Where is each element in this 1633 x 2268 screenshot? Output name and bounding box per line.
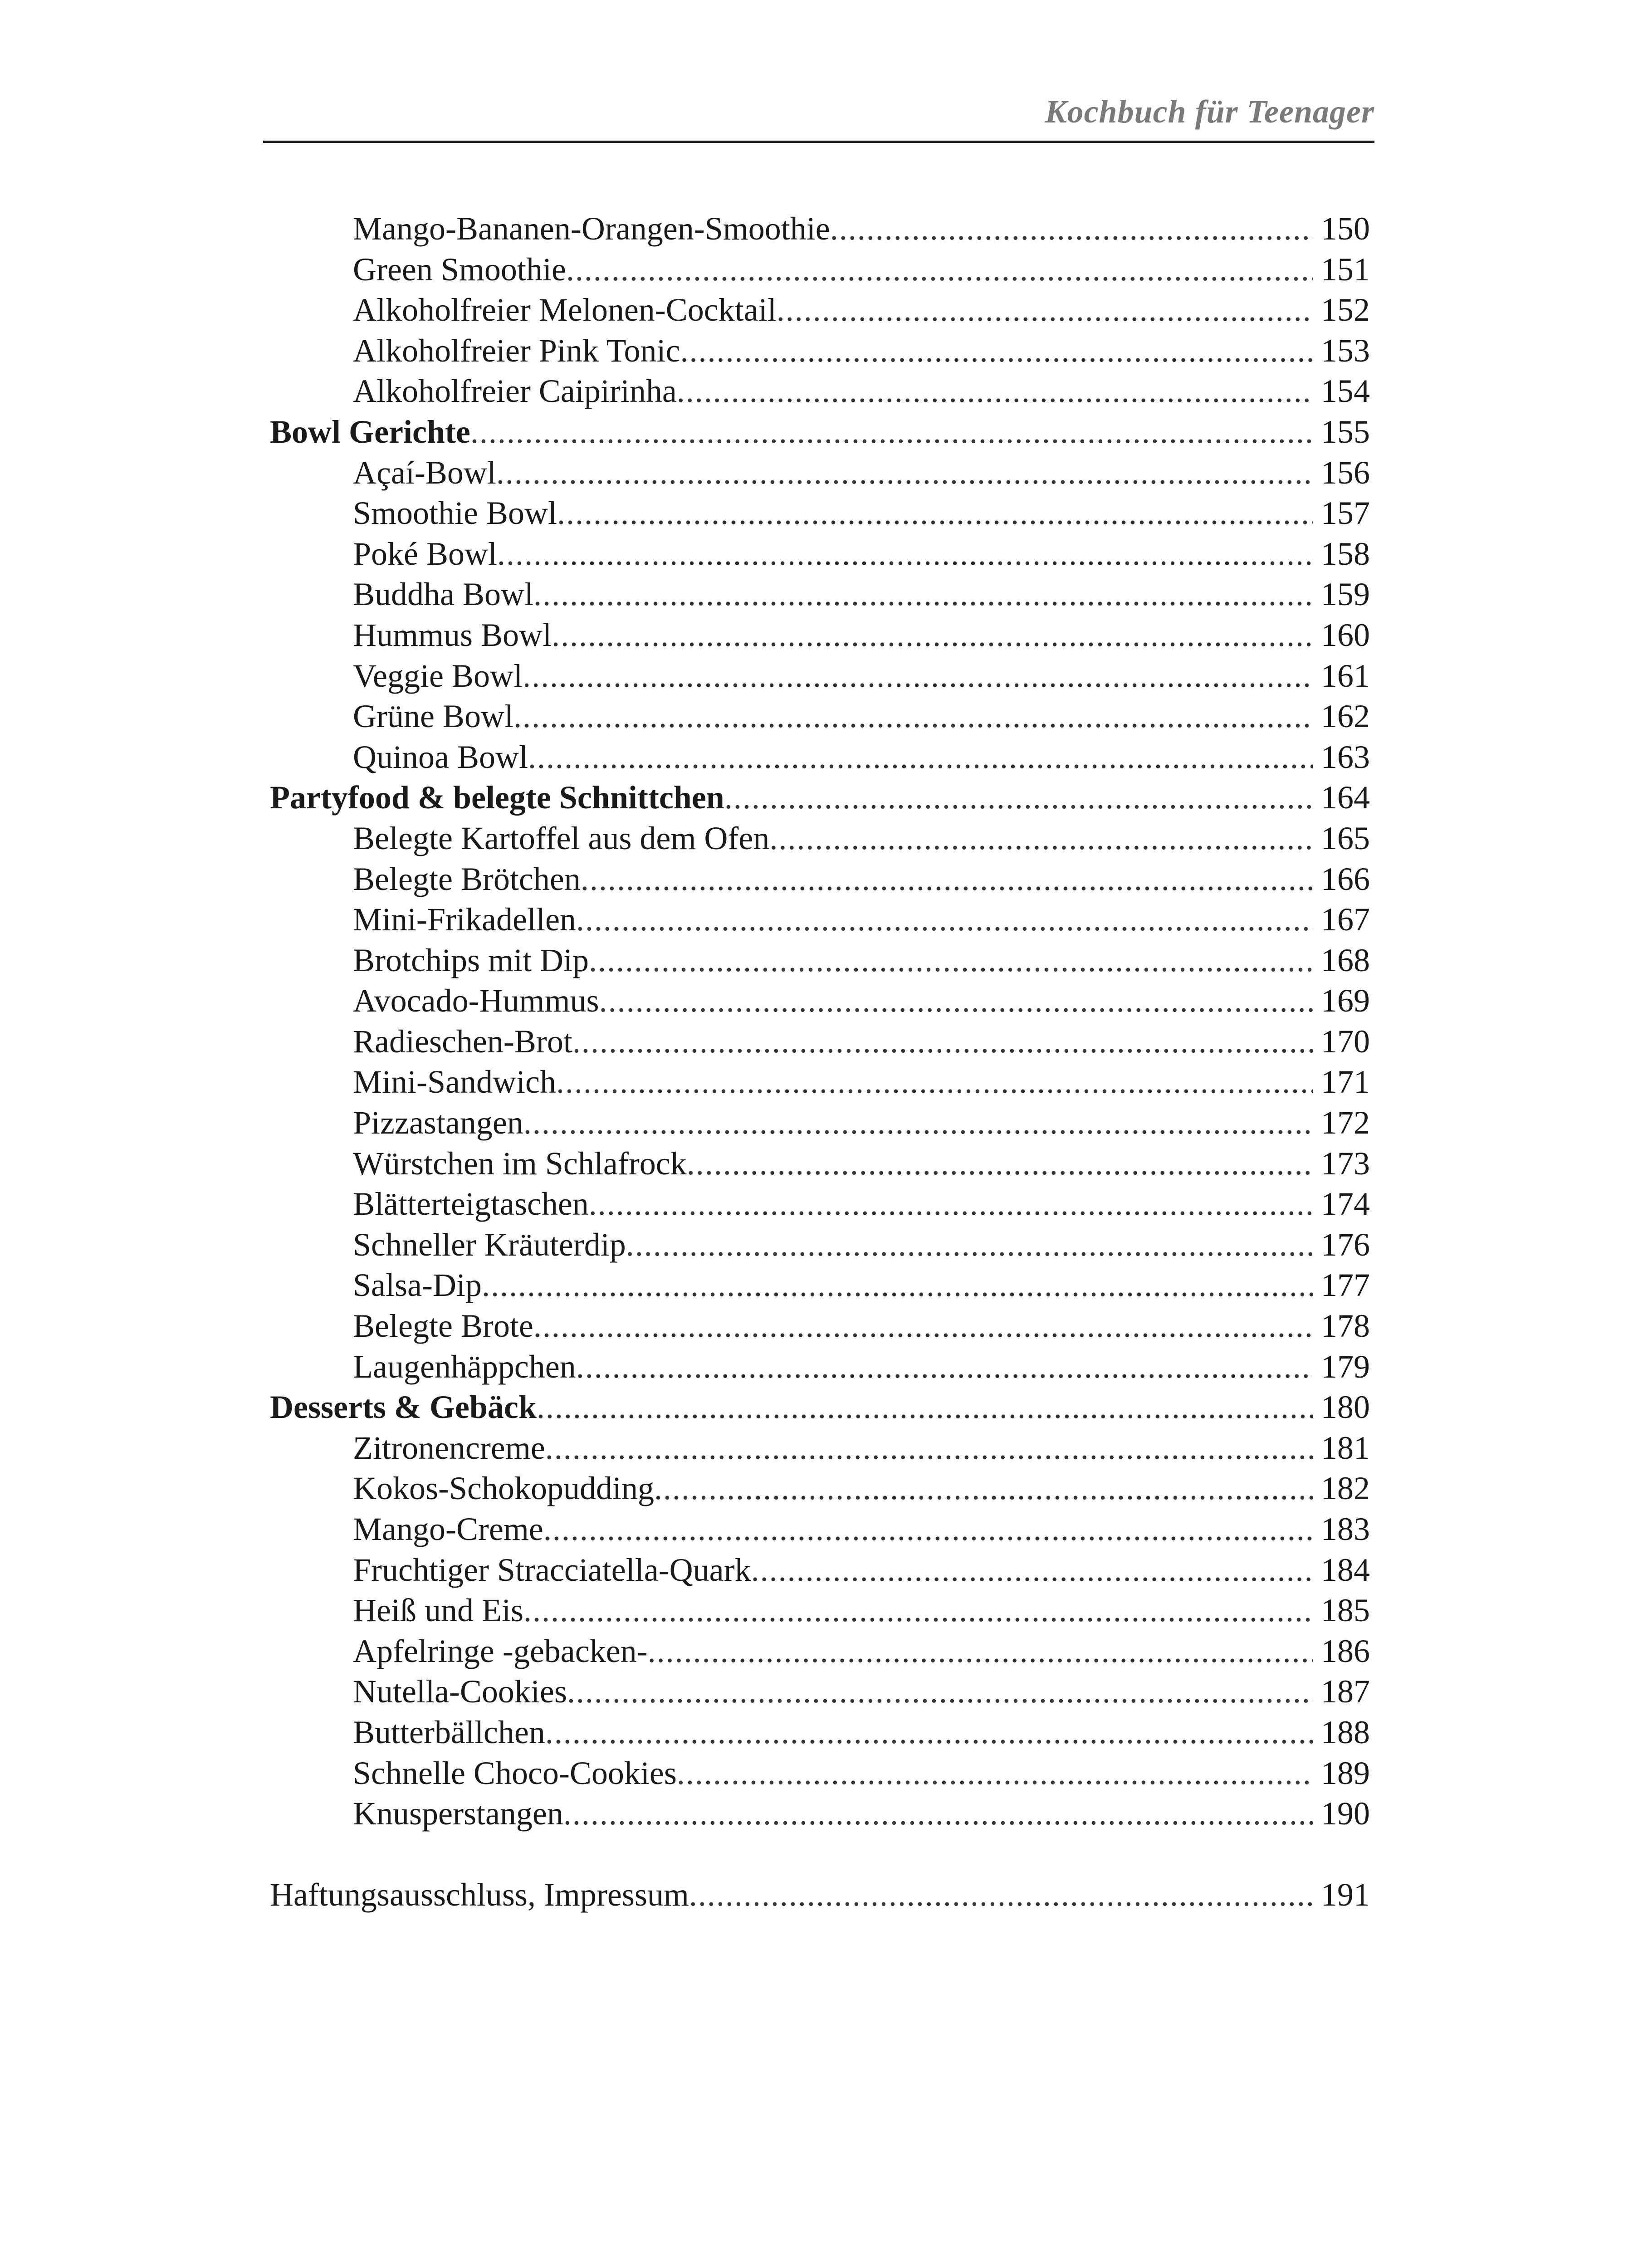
- toc-entry-title: Hummus Bowl: [353, 616, 552, 653]
- toc-entry-page-number: 174: [1321, 1186, 1370, 1222]
- toc-dot-leader: [496, 453, 1313, 494]
- toc-dot-leader: [680, 331, 1313, 371]
- toc-entry: [270, 1875, 1370, 1916]
- toc-entry-page-number: 150: [1321, 210, 1370, 247]
- toc-entry-title: Smoothie Bowl: [353, 495, 557, 532]
- toc-entry-page-number: 168: [1321, 942, 1370, 978]
- toc-dot-leader: [689, 1875, 1313, 1916]
- toc-entry-title: Alkoholfreier Caipirinha: [353, 373, 677, 410]
- toc-entry-page-number: 185: [1321, 1592, 1370, 1629]
- toc-entry-page-number: 167: [1321, 901, 1370, 938]
- toc-entry-title: Mango-Bananen-Orangen-Smoothie: [353, 210, 830, 247]
- toc-entry: [270, 574, 1370, 615]
- toc-entry-title: Radieschen-Brot: [353, 1023, 572, 1060]
- toc-entry: [270, 1590, 1370, 1631]
- toc-entry-page-number: 190: [1321, 1795, 1370, 1832]
- toc-entry-title: Bowl Gerichte: [270, 413, 470, 450]
- toc-entry-page-number: 155: [1321, 413, 1370, 450]
- toc-entry: [270, 1631, 1370, 1672]
- toc-entry: [270, 249, 1370, 290]
- toc-dot-leader: [654, 1468, 1313, 1509]
- toc-dot-leader: [576, 899, 1313, 940]
- toc-entry: [270, 1103, 1370, 1144]
- toc-entry-title: Alkoholfreier Pink Tonic: [353, 332, 680, 369]
- toc-entry-title: Belegte Brötchen: [353, 860, 581, 897]
- toc-entry: [270, 1794, 1370, 1834]
- toc-entry-page-number: 182: [1321, 1470, 1370, 1507]
- toc-entry-title: Mango-Creme: [353, 1511, 543, 1547]
- toc-dot-leader: [523, 1590, 1313, 1631]
- toc-entry-title: Brotchips mit Dip: [353, 942, 589, 978]
- toc-dot-leader: [557, 493, 1313, 534]
- toc-entry-title: Salsa-Dip: [353, 1267, 482, 1304]
- toc-entry-page-number: 156: [1321, 454, 1370, 491]
- toc-entry: [270, 1468, 1370, 1509]
- toc-entry-title: Alkoholfreier Melonen-Cocktail: [353, 292, 777, 328]
- toc-entry: [270, 1062, 1370, 1103]
- toc-entry-title: Açaí-Bowl: [353, 454, 496, 491]
- toc-entry-page-number: 187: [1321, 1673, 1370, 1710]
- toc-entry-page-number: 180: [1321, 1389, 1370, 1426]
- toc-entry-title: Schnelle Choco-Cookies: [353, 1755, 677, 1791]
- toc-entry: [270, 371, 1370, 412]
- toc-dot-leader: [589, 1184, 1313, 1225]
- toc-dot-leader: [626, 1225, 1313, 1266]
- toc-dot-leader: [470, 412, 1313, 453]
- toc-entry-title: Laugenhäppchen: [353, 1348, 576, 1385]
- toc-entry-title: Avocado-Hummus: [353, 982, 599, 1019]
- toc-entry-page-number: 191: [1321, 1876, 1370, 1913]
- toc-entry: [270, 615, 1370, 656]
- toc-dot-leader: [677, 1753, 1313, 1794]
- toc-entry-title: Poké Bowl: [353, 535, 498, 572]
- toc-entry: [270, 493, 1370, 534]
- toc-entry: [270, 696, 1370, 737]
- toc-entry-page-number: 177: [1321, 1267, 1370, 1304]
- toc-entry: [270, 1672, 1370, 1712]
- header-rule: [263, 141, 1374, 143]
- toc-entry-page-number: 189: [1321, 1755, 1370, 1791]
- toc-dot-leader: [545, 1428, 1313, 1469]
- running-header-title: Kochbuch für Teenager: [1045, 93, 1374, 130]
- toc-entry: [270, 1184, 1370, 1225]
- toc-dot-leader: [589, 940, 1313, 981]
- toc-entry: [270, 1347, 1370, 1388]
- toc-entry: [270, 899, 1370, 940]
- toc-entry-page-number: 162: [1321, 698, 1370, 735]
- toc-dot-leader: [769, 818, 1313, 859]
- toc-dot-leader: [533, 1306, 1313, 1347]
- toc-dot-leader: [566, 249, 1313, 290]
- toc-dot-leader: [497, 534, 1313, 575]
- toc-entry-page-number: 184: [1321, 1551, 1370, 1588]
- toc-dot-leader: [563, 1794, 1313, 1834]
- toc-entry: [270, 940, 1370, 981]
- toc-entry-title: Quinoa Bowl: [353, 738, 528, 775]
- toc-dot-leader: [556, 1062, 1313, 1103]
- toc-entry: [270, 209, 1370, 249]
- toc-entry: [270, 656, 1370, 697]
- toc-entry-page-number: 160: [1321, 616, 1370, 653]
- toc-dot-leader: [513, 696, 1313, 737]
- toc-section-entry: [270, 777, 1370, 818]
- toc-entry-title: Grüne Bowl: [353, 698, 513, 735]
- toc-entry-title: Belegte Brote: [353, 1308, 533, 1344]
- toc-dot-leader: [543, 1509, 1313, 1550]
- toc-entry-title: Pizzastangen: [353, 1105, 523, 1141]
- toc-dot-leader: [523, 656, 1313, 697]
- toc-entry: [270, 1428, 1370, 1469]
- toc-dot-leader: [724, 777, 1313, 818]
- toc-entry: [270, 859, 1370, 900]
- toc-dot-leader: [572, 1022, 1313, 1062]
- toc-entry-title: Mini-Frikadellen: [353, 901, 576, 938]
- toc-entry-title: Green Smoothie: [353, 251, 566, 288]
- toc-entry-page-number: 173: [1321, 1145, 1370, 1182]
- toc-entry-page-number: 169: [1321, 982, 1370, 1019]
- toc-entry-page-number: 178: [1321, 1308, 1370, 1344]
- toc-entry-page-number: 158: [1321, 535, 1370, 572]
- toc-entry-page-number: 181: [1321, 1429, 1370, 1466]
- toc-entry-title: Mini-Sandwich: [353, 1064, 556, 1100]
- toc-entry-title: Fruchtiger Stracciatella-Quark: [353, 1551, 751, 1588]
- toc-entry-title: Buddha Bowl: [353, 576, 534, 613]
- toc-entry-page-number: 170: [1321, 1023, 1370, 1060]
- toc-dot-leader: [537, 1387, 1313, 1428]
- toc-entry-page-number: 176: [1321, 1226, 1370, 1263]
- toc-entry-title: Knusperstangen: [353, 1795, 563, 1832]
- toc-entry-page-number: 152: [1321, 292, 1370, 328]
- toc-dot-leader: [830, 209, 1313, 249]
- toc-entry-title: Butterbällchen: [353, 1714, 545, 1750]
- toc-entry: [270, 290, 1370, 331]
- toc-entry-title: Kokos-Schokopudding: [353, 1470, 654, 1507]
- toc-entry: [270, 1022, 1370, 1062]
- toc-entry: [270, 1265, 1370, 1306]
- toc-section-entry: [270, 1387, 1370, 1428]
- toc-entry-page-number: 171: [1321, 1064, 1370, 1100]
- toc-dot-leader: [777, 290, 1313, 331]
- toc-entry-page-number: 153: [1321, 332, 1370, 369]
- toc-entry: [270, 1550, 1370, 1591]
- toc-entry-title: Veggie Bowl: [353, 657, 523, 694]
- toc-entry-page-number: 183: [1321, 1511, 1370, 1547]
- toc-entry-page-number: 159: [1321, 576, 1370, 613]
- toc-entry: [270, 331, 1370, 371]
- toc-entry-title: Schneller Kräuterdip: [353, 1226, 626, 1263]
- toc-entry: [270, 1225, 1370, 1266]
- toc-entry-title: Heiß und Eis: [353, 1592, 523, 1629]
- toc-entry: [270, 981, 1370, 1022]
- toc-dot-leader: [545, 1712, 1313, 1753]
- toc-dot-leader: [599, 981, 1313, 1022]
- toc-dot-leader: [687, 1144, 1313, 1184]
- toc-entry-title: Belegte Kartoffel aus dem Ofen: [353, 820, 770, 856]
- toc-dot-leader: [533, 574, 1313, 615]
- toc-entry-page-number: 186: [1321, 1633, 1370, 1669]
- toc-dot-leader: [523, 1103, 1313, 1144]
- toc-dot-leader: [677, 371, 1313, 412]
- toc-entry-title: Apfelringe -gebacken-: [353, 1633, 648, 1669]
- toc-entry: [270, 1509, 1370, 1550]
- toc-entry-title: Zitronencreme: [353, 1429, 545, 1466]
- toc-entry-title: Würstchen im Schlafrock: [353, 1145, 687, 1182]
- toc-dot-leader: [751, 1550, 1313, 1591]
- toc-dot-leader: [581, 859, 1313, 900]
- toc-entry: [270, 1144, 1370, 1184]
- toc-entry: [270, 534, 1370, 575]
- table-of-contents: [270, 209, 1370, 1915]
- toc-entry: [270, 1753, 1370, 1794]
- toc-entry-page-number: 161: [1321, 657, 1370, 694]
- toc-entry-title: Haftungsausschluss, Impressum: [270, 1876, 689, 1913]
- toc-entry-page-number: 166: [1321, 860, 1370, 897]
- toc-dot-leader: [576, 1347, 1313, 1388]
- toc-entry: [270, 737, 1370, 778]
- toc-entry-title: Blätterteigtaschen: [353, 1186, 589, 1222]
- toc-section-entry: [270, 412, 1370, 453]
- toc-entry-page-number: 163: [1321, 738, 1370, 775]
- toc-entry: [270, 453, 1370, 494]
- toc-entry-page-number: 179: [1321, 1348, 1370, 1385]
- toc-entry-title: Nutella-Cookies: [353, 1673, 567, 1710]
- toc-entry-page-number: 151: [1321, 251, 1370, 288]
- toc-entry-page-number: 164: [1321, 779, 1370, 816]
- toc-entry: [270, 1306, 1370, 1347]
- toc-entry: [270, 818, 1370, 859]
- toc-dot-leader: [552, 615, 1313, 656]
- toc-dot-leader: [528, 737, 1313, 778]
- toc-entry-page-number: 172: [1321, 1105, 1370, 1141]
- toc-entry-page-number: 188: [1321, 1714, 1370, 1750]
- toc-dot-leader: [648, 1631, 1313, 1672]
- toc-entry-page-number: 157: [1321, 495, 1370, 532]
- toc-entry-page-number: 154: [1321, 373, 1370, 410]
- toc-entry-title: Partyfood & belegte Schnittchen: [270, 779, 724, 816]
- toc-entry: [270, 1712, 1370, 1753]
- toc-entry-title: Desserts & Gebäck: [270, 1389, 537, 1426]
- toc-dot-leader: [567, 1672, 1313, 1712]
- toc-dot-leader: [482, 1265, 1313, 1306]
- toc-entry-page-number: 165: [1321, 820, 1370, 856]
